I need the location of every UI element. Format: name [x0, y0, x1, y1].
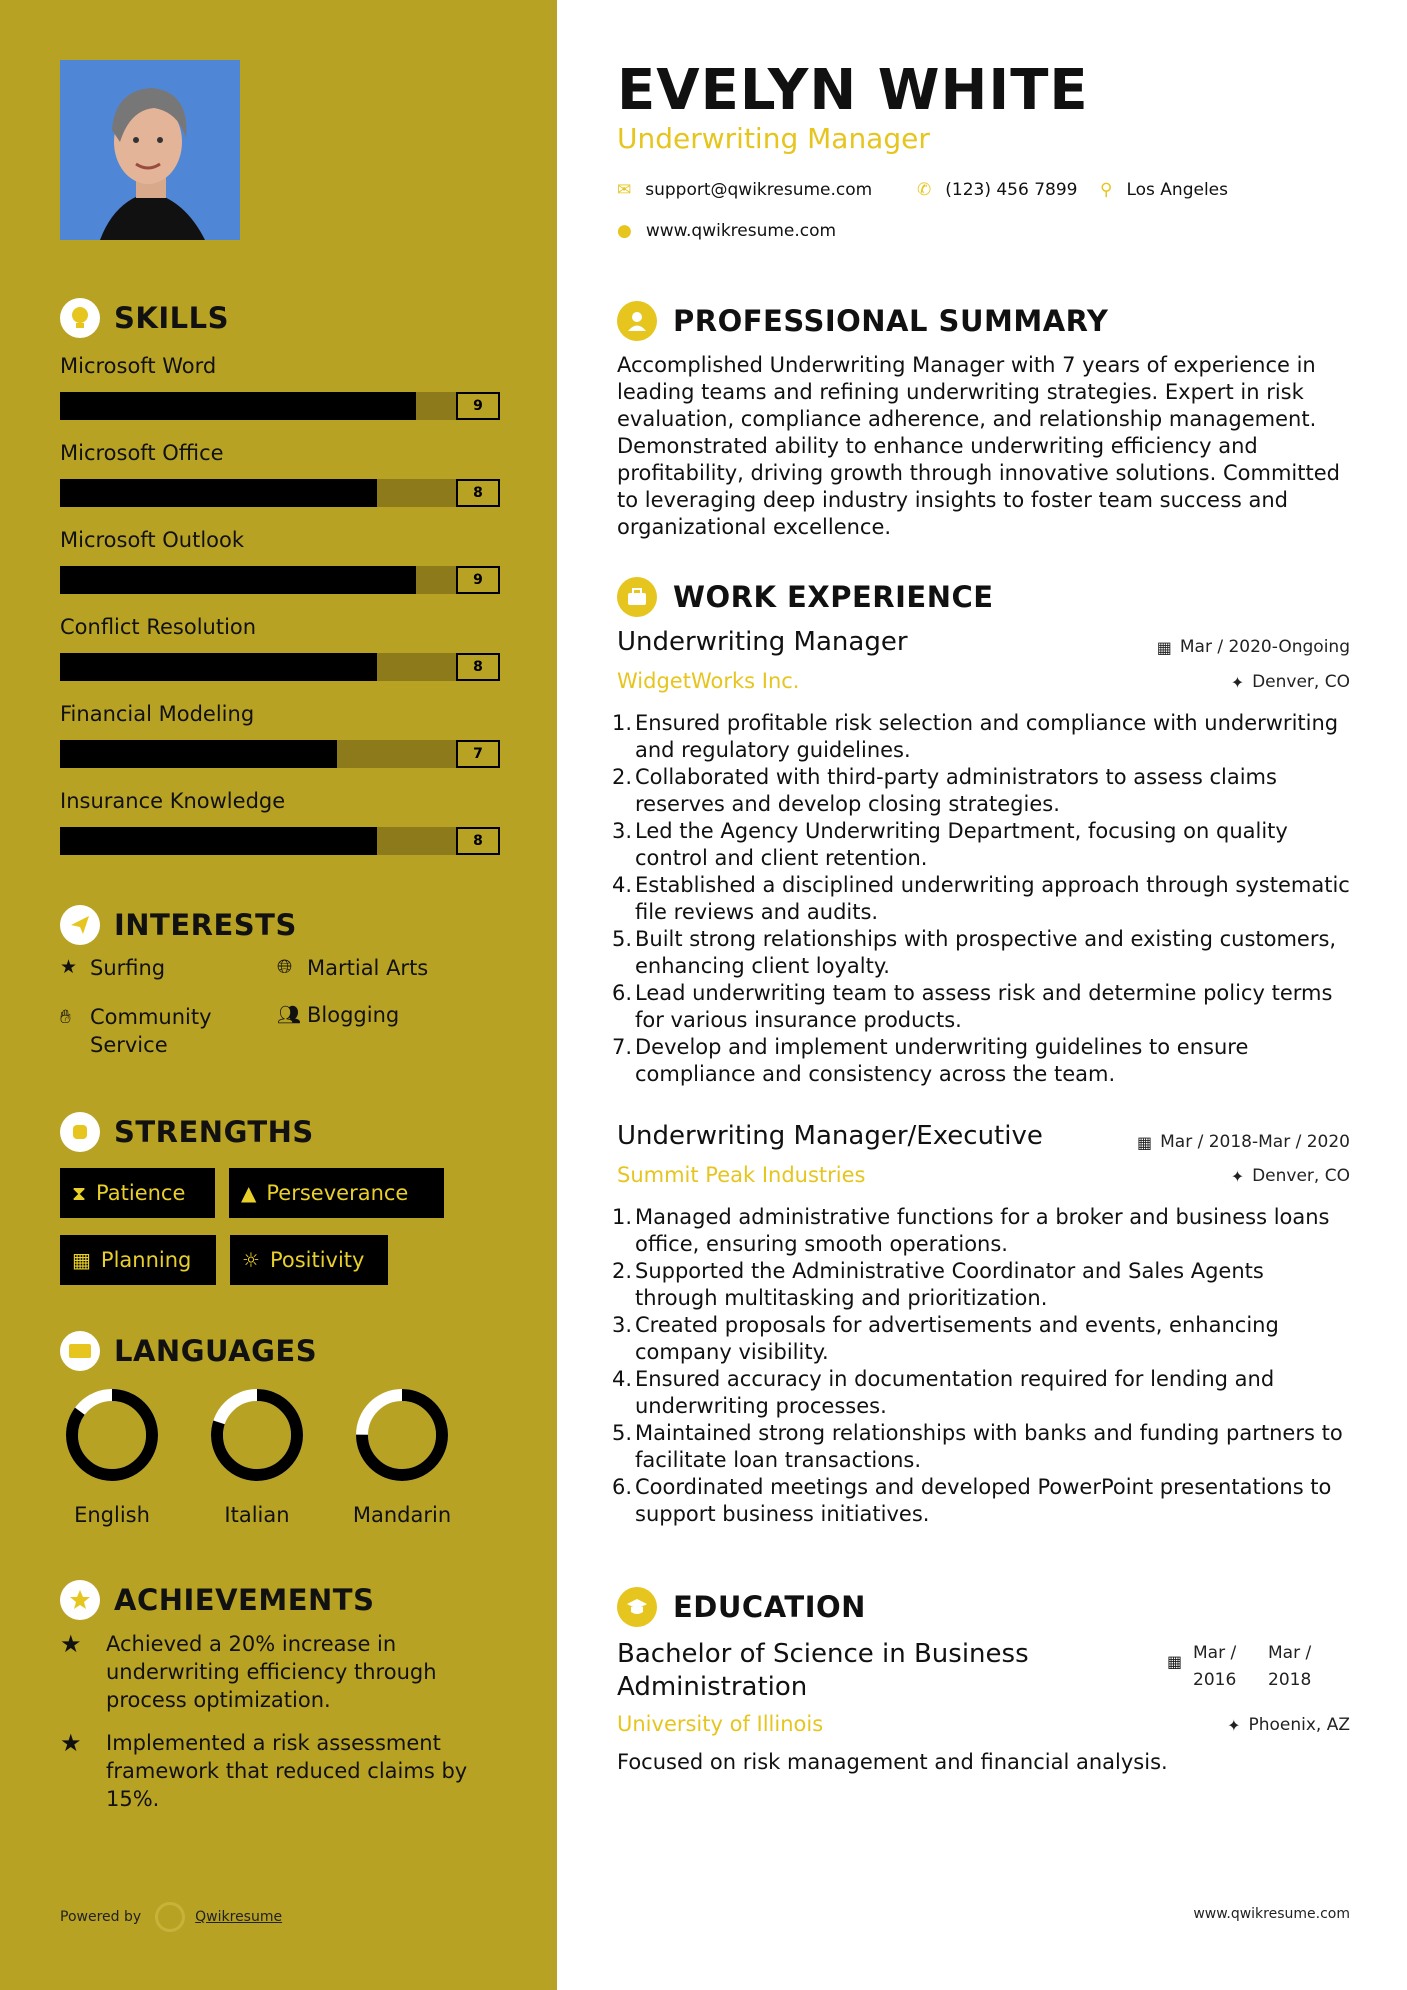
skill-item: [60, 698, 500, 768]
map-pin-icon: ⚲: [1100, 180, 1113, 200]
bullet-item: [612, 1420, 1352, 1474]
bullet-item: [612, 980, 1352, 1034]
bullet-number: 1.: [612, 711, 633, 735]
star-icon: ★: [60, 956, 78, 978]
skill-bar: [60, 566, 500, 594]
bullet-item: [612, 1312, 1352, 1366]
candidate-role: Underwriting Manager: [617, 122, 930, 155]
qwikresume-link[interactable]: Qwikresume: [195, 1909, 283, 1925]
experience-header: [617, 577, 994, 617]
interest-community-service: [60, 1003, 260, 1059]
skill-name: Insurance Knowledge: [60, 789, 286, 813]
bullet-number: 4.: [612, 1367, 633, 1391]
bullet-number: 7.: [612, 1035, 633, 1059]
user-icon: [617, 301, 657, 341]
bullet-text: Built strong relationships with prospective and existing customers, enhancing client loyalty.: [635, 927, 1337, 978]
skill-item: [60, 785, 500, 855]
language-ring: [62, 1385, 162, 1485]
globe-icon: ●: [617, 221, 632, 241]
languages-header: [60, 1331, 317, 1371]
strength-perseverance: [229, 1168, 444, 1218]
skill-bar: [60, 653, 500, 681]
education-note: Focused on risk management and financial analysis.: [617, 1750, 1168, 1774]
skill-bar: [60, 827, 500, 855]
lightbulb-icon: [60, 298, 100, 338]
achievement-item: [60, 1630, 500, 1714]
job-dates: [1157, 637, 1350, 657]
language-name: English: [74, 1503, 150, 1527]
skill-bar-fill: [60, 827, 377, 855]
skill-item: [60, 611, 500, 681]
skill-name: Conflict Resolution: [60, 615, 257, 639]
fist-icon: [60, 1112, 100, 1152]
strength-label: Patience: [96, 1181, 186, 1205]
education-location-text: Phoenix, AZ: [1248, 1715, 1350, 1735]
education-end: Mar / 2018: [1268, 1643, 1312, 1690]
interests-header: [60, 905, 297, 945]
pin-icon: ✦: [1227, 1715, 1241, 1735]
bullet-number: 2.: [612, 765, 633, 789]
skill-name: Microsoft Word: [60, 354, 217, 378]
summary-header: [617, 301, 1108, 341]
bullet-item: [612, 1258, 1352, 1312]
skill-item: [60, 350, 500, 420]
skill-bar: [60, 479, 500, 507]
star-badge-icon: [60, 1580, 100, 1620]
language-name: Italian: [224, 1503, 290, 1527]
skill-score: 7: [456, 740, 500, 768]
achievements-header: [60, 1580, 374, 1620]
contact-phone[interactable]: [917, 180, 1077, 200]
bullet-text: Coordinated meetings and developed PowerPoint presentations to support business initiatives.: [635, 1475, 1332, 1526]
interest-label: Community Service: [90, 1005, 212, 1057]
bullet-item: [612, 1366, 1352, 1420]
skill-bar-fill: [60, 653, 377, 681]
bullet-text: Maintained strong relationships with banks and funding partners to facilitate loan transactions.: [635, 1421, 1343, 1472]
experience-title: WORK EXPERIENCE: [673, 580, 994, 614]
job-dates-text: Mar / 2018-Mar / 2020: [1160, 1132, 1350, 1152]
language-ring: [207, 1385, 307, 1485]
bullet-number: 6.: [612, 981, 633, 1005]
bullet-item: [612, 1204, 1352, 1258]
interest-label: Surfing: [90, 956, 166, 980]
phone-text: (123) 456 7899: [945, 180, 1078, 200]
bullet-number: 4.: [612, 873, 633, 897]
job-location-text: Denver, CO: [1252, 672, 1350, 692]
skill-score: 9: [456, 392, 500, 420]
calendar-icon: ▦: [72, 1248, 91, 1272]
bullet-item: [612, 1474, 1352, 1528]
bullet-text: Supported the Administrative Coordinator and Sales Agents through multitasking and prioritization.: [635, 1259, 1264, 1310]
graduation-icon: [617, 1587, 657, 1627]
strength-positivity: [230, 1235, 388, 1285]
qwikresume-logo-icon: [155, 1902, 185, 1932]
job-location-text: Denver, CO: [1252, 1166, 1350, 1186]
achievements-title: ACHIEVEMENTS: [114, 1583, 375, 1617]
language-english: [52, 1385, 172, 1527]
profile-photo: [60, 60, 240, 240]
language-ring: [352, 1385, 452, 1485]
bullet-number: 3.: [612, 1313, 633, 1337]
job-location: [1231, 672, 1350, 692]
strength-planning: [60, 1235, 216, 1285]
bullet-text: Led the Agency Underwriting Department, focusing on quality control and client retention.: [635, 819, 1288, 870]
road-icon: ▲: [241, 1181, 257, 1205]
envelope-icon: ✉: [617, 180, 632, 200]
bullet-number: 2.: [612, 1259, 633, 1283]
bullet-item: [612, 926, 1352, 980]
summary-title: PROFESSIONAL SUMMARY: [673, 304, 1109, 338]
pin-icon: ✦: [1230, 672, 1245, 692]
contact-location: [1100, 180, 1228, 200]
skill-score: 8: [456, 827, 500, 855]
language-name: Mandarin: [352, 1503, 452, 1527]
bullet-text: Ensured accuracy in documentation required for lending and underwriting processes.: [635, 1367, 1275, 1418]
education-title: EDUCATION: [673, 1590, 866, 1624]
shooting-star-icon: ★: [60, 1630, 82, 1658]
job-dates-text: Mar / 2020-Ongoing: [1179, 637, 1350, 657]
skill-bar-fill: [60, 740, 337, 768]
bullet-item: [612, 1034, 1352, 1088]
summary-text: Accomplished Underwriting Manager with 7 years of experience in leading teams and refining underwriting strategies. Expert in risk evaluation, compliance adherence, and relationship management. Demonstrated ability to enhance underwriting efficiency and profitability, driving growth through innovative solutions. Committed to leveraging deep industry insights to foster team success and organizational excellence.: [617, 353, 1340, 539]
bullet-text: Created proposals for advertisements and events, enhancing company visibility.: [635, 1313, 1279, 1364]
paper-plane-icon: [60, 905, 100, 945]
interest-surfing: [60, 956, 165, 980]
pin-icon: ✦: [1230, 1166, 1245, 1186]
skill-item: [60, 524, 500, 594]
powered-by: [60, 1902, 282, 1932]
language-card-icon: [60, 1331, 100, 1371]
sidebar: [0, 0, 557, 1990]
company-name: WidgetWorks Inc.: [617, 669, 800, 693]
sun-icon: ☼: [242, 1248, 260, 1272]
powered-by-label: Powered by: [60, 1909, 142, 1925]
bullet-text: Lead underwriting team to assess risk and determine policy terms for various insurance products.: [635, 981, 1333, 1032]
bullet-number: 5.: [612, 927, 633, 951]
interest-label: Blogging: [307, 1003, 400, 1027]
job-bullets: [612, 710, 1352, 1088]
skill-score: 8: [456, 653, 500, 681]
skill-name: Financial Modeling: [60, 702, 255, 726]
contact-website[interactable]: [617, 221, 836, 241]
hand-icon: ✋︎: [60, 1006, 71, 1028]
skills-title: SKILLS: [114, 301, 229, 335]
footer-website[interactable]: www.qwikresume.com: [1193, 1906, 1350, 1922]
skill-name: Microsoft Outlook: [60, 528, 245, 552]
bullet-item: [612, 710, 1352, 764]
email-text: support@qwikresume.com: [645, 180, 873, 200]
skill-bar: [60, 740, 500, 768]
achievement-text: Achieved a 20% increase in underwriting efficiency through process optimization.: [106, 1632, 437, 1712]
skill-score: 9: [456, 566, 500, 594]
bullet-item: [612, 764, 1352, 818]
bullet-text: Managed administrative functions for a broker and business loans office, ensuring smooth operations.: [635, 1205, 1330, 1256]
job-bullets: [612, 1204, 1352, 1528]
languages-title: LANGUAGES: [114, 1334, 318, 1368]
strengths-title: STRENGTHS: [114, 1115, 314, 1149]
shooting-star-icon: ★: [60, 1729, 82, 1757]
briefcase-icon: [617, 577, 657, 617]
interest-label: Martial Arts: [307, 956, 429, 980]
bullet-number: 3.: [612, 819, 633, 843]
education-location: [1227, 1715, 1350, 1735]
skill-bar-fill: [60, 566, 416, 594]
candidate-name: EVELYN WHITE: [617, 58, 1089, 123]
bullet-text: Collaborated with third-party administrators to assess claims reserves and develop closing strategies.: [635, 765, 1277, 816]
calendar-icon: ▦: [1167, 1652, 1183, 1671]
skill-bar-fill: [60, 392, 416, 420]
interests-title: INTERESTS: [114, 908, 297, 942]
skill-bar-fill: [60, 479, 377, 507]
calendar-icon: ▦: [1156, 637, 1172, 657]
calendar-icon: ▦: [1136, 1132, 1153, 1152]
strength-patience: [60, 1168, 215, 1218]
skill-name: Microsoft Office: [60, 441, 224, 465]
bullet-number: 5.: [612, 1421, 633, 1445]
education-start: Mar / 2016: [1193, 1643, 1237, 1690]
job-dates: [1137, 1132, 1350, 1152]
phone-icon: ✆: [917, 180, 932, 200]
interest-martial-arts: [277, 956, 428, 980]
bullet-item: [612, 818, 1352, 872]
bullet-text: Ensured profitable risk selection and compliance with underwriting and regulatory guidelines.: [635, 711, 1339, 762]
achievement-text: Implemented a risk assessment framework that reduced claims by 15%.: [106, 1731, 468, 1811]
company-name: Summit Peak Industries: [617, 1163, 866, 1187]
degree-title: Bachelor of Science in Business Administration: [617, 1639, 1029, 1702]
bullet-text: Develop and implement underwriting guidelines to ensure compliance and consistency across the team.: [635, 1035, 1249, 1086]
location-text: Los Angeles: [1126, 180, 1228, 200]
job-location: [1231, 1166, 1350, 1186]
education-header: [617, 1587, 866, 1627]
skills-header: [60, 298, 229, 338]
bullet-number: 6.: [612, 1475, 633, 1499]
language-italian: [197, 1385, 317, 1527]
job-title: Underwriting Manager/Executive: [617, 1121, 1043, 1151]
users-icon: 👥︎: [277, 1004, 302, 1026]
school-name: University of Illinois: [617, 1712, 824, 1736]
skill-item: [60, 437, 500, 507]
strength-label: Perseverance: [266, 1181, 409, 1205]
strengths-header: [60, 1112, 314, 1152]
skill-bar: [60, 392, 500, 420]
interest-blogging: [277, 1003, 399, 1027]
website-text: www.qwikresume.com: [645, 221, 837, 241]
bullet-number: 1.: [612, 1205, 633, 1229]
skill-score: 8: [456, 479, 500, 507]
globe-icon: 🌐︎: [277, 956, 293, 978]
contact-email[interactable]: [617, 180, 872, 200]
achievement-item: [60, 1729, 500, 1813]
bullet-text: Established a disciplined underwriting approach through systematic file reviews and audits.: [635, 873, 1350, 924]
job-title: Underwriting Manager: [617, 627, 908, 657]
language-mandarin: [342, 1385, 462, 1527]
bullet-item: [612, 872, 1352, 926]
hourglass-icon: ⧗: [72, 1181, 87, 1205]
strength-label: Positivity: [269, 1248, 365, 1272]
strength-label: Planning: [100, 1248, 192, 1272]
